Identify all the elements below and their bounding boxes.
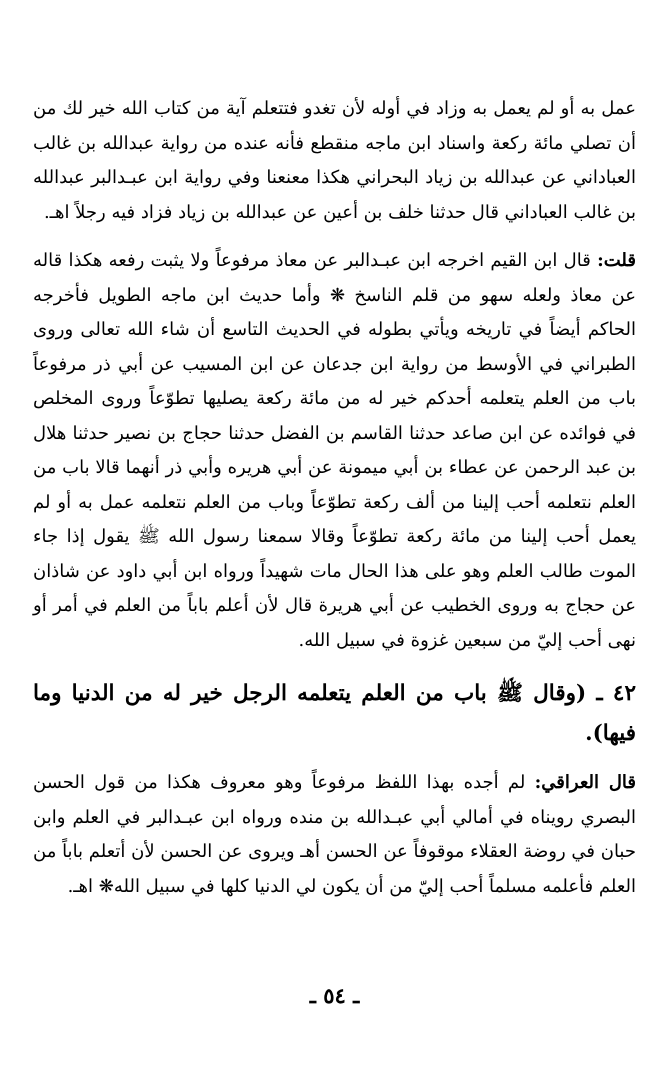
page-content bbox=[33, 92, 636, 904]
paragraph-3-lead: قال العراقي: bbox=[534, 772, 636, 793]
paragraph-2 bbox=[33, 244, 636, 658]
paragraph-3-text: لم أجده بهذا اللفظ مرفوعاً وهو معروف هكذا من قول الحسن البصري رويناه في أمالي أبي عبـدالله بن منده ورواه ابن عبـدالبر في العلم وابن حبان في روضة العقلاء موقوفاً عن الحسن أهـ ويروى عن الحسن لأن أتعلم باباً من العلم فأعلمه مسلماً أحب إليّ من أن يكون لي الدنيا كلها في سبيل الله❋ اهـ. bbox=[33, 772, 636, 897]
paragraph-3 bbox=[33, 766, 636, 904]
page-number: ـ ٥٤ ـ bbox=[309, 983, 360, 1008]
paragraph-2-text: قال ابن القيم اخرجه ابن عبـدالبر عن معاذ مرفوعاً ولا يثبت رفعه هكذا قاله عن معاذ ولعله سهو من قلم الناسخ ❋ وأما حديث ابن ماجه الطويل فأخرجه الحاكم أيضاً في تاريخه ويأتي بطوله في الحديث التاسع أن شاء الله تعالى وروى الطبراني في الأوسط من رواية ابن جدعان عن ابن المسيب عن أبي ذر مرفوعاً باب من العلم يتعلمه أحدكم خير له من مائة ركعة يصليها تطوّعاً وروى المخلص في فوائده عن ابن صاعد حدثنا القاسم بن الفضل حدثنا حجاج بن نصير حدثنا هلال بن عبد الرحمن عن عطاء بن أبي ميمونة عن أبي هريره وأبي ذر أنهما قالا باب من العلم نتعلمه أحب إلينا من ألف ركعة تطوّعاً وباب من العلم نتعلمه عمل به أو لم يعمل أحب إلينا من مائة ركعة تطوّعاً وقالا سمعنا رسول الله ﷺ يقول إذا جاء الموت طالب العلم وهو على هذا الحال مات شهيداً ورواه ابن أبي داود عن شاذان عن حجاج به وروى الخطيب عن أبي هريرة قال لأن أعلم باباً من العلم في أمر أو نهى أحب إليّ من سبعين غزوة في سبيل الله. bbox=[33, 250, 636, 651]
paragraph-1: عمل به أو لم يعمل به وزاد في أوله لأن تغدو فتتعلم آية من كتاب الله خير لك من أن تصلي مائة ركعة واسناد ابن ماجه منقطع فأنه عنده من رواية عبدالله بن غالب العباداني عن عبدالله بن زياد البحراني هكذا معنعنا وفي رواية ابن عبـدالبر عبدالله بن غالب العباداني قال حدثنا خلف بن أعين عن عبدالله بن زياد فزاد فيه رجلاً اهـ. bbox=[33, 98, 636, 223]
paragraph-2-lead: قلت: bbox=[597, 250, 636, 271]
section-heading: ٤٢ ـ (وقال ﷺ باب من العلم يتعلمه الرجل خير له من الدنيا وما فيها). bbox=[33, 681, 636, 746]
